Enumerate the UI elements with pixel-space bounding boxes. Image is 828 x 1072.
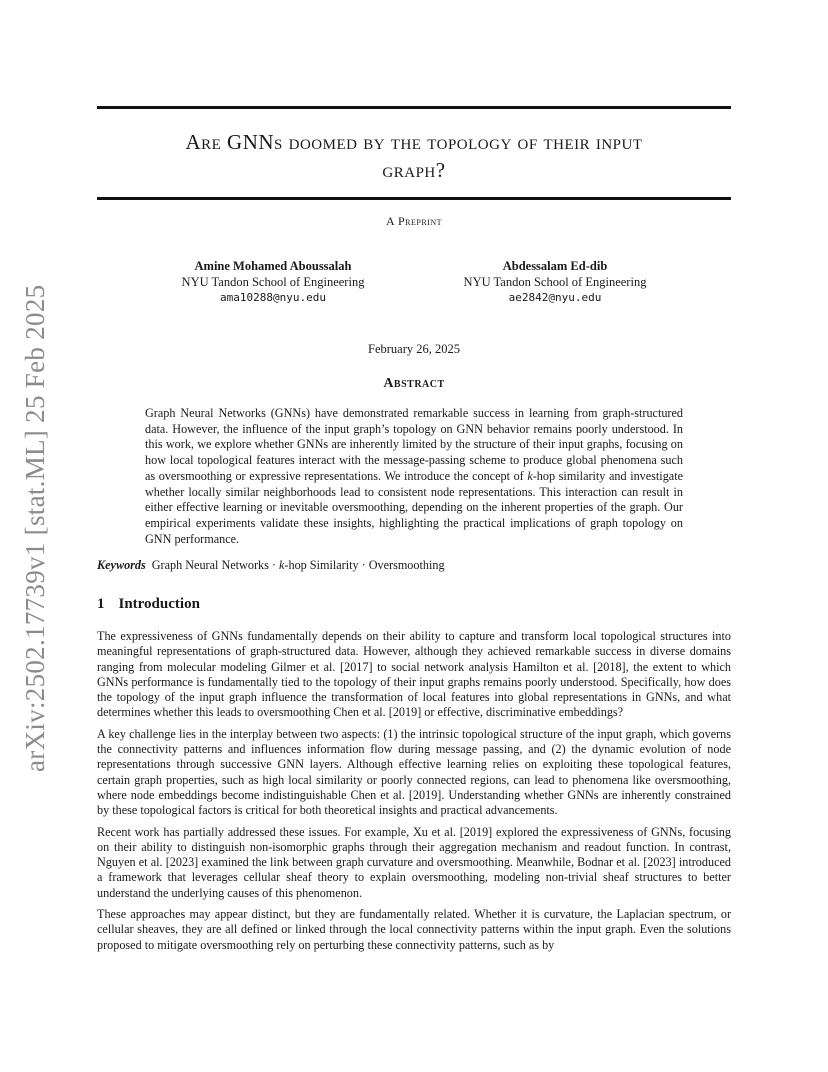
paragraph-4: These approaches may appear distinct, but they are fundamentally related. Whether it is curvature, the Laplacian spectrum, or cellular sheaves, they are all defined or linked through the local connectivity patterns within the input graph. Even the solutions proposed to mitigate oversmoothing rely on perturbing these connectivity patterns, such as by (97, 907, 731, 952)
paragraph-2: A key challenge lies in the interplay between two aspects: (1) the intrinsic topological structure of the input graph, which governs the connectivity patterns and influences information flow during message passing, and (2) the dynamic evolution of node representations through successive GNN layers. Although effective learning relies on exploiting these topological features, certain graph properties, such as high local similarity or poorly connected regions, can lead to phenomena like oversmoothing, where node embeddings become indistinguishable Chen et al. [2019]. Understanding whether GNNs are inherently constrained by these topological factors is critical for both theoretical insights and practical advancements. (97, 726, 731, 818)
abstract-text-part-1: Graph Neural Networks (GNNs) have demonstrated remarkable success in learning from graph-structured data. However, the influence of the input graph’s topology on GNN behavior remains poorly understood. In this work, we explore whether GNNs are inherently limited by the structure of their input graphs, focusing on how local topological features interact with the message-passing scheme to produce global phenomena such as oversmoothing or expressive representations. We introduce the concept of (145, 406, 683, 483)
k-symbol: k (527, 468, 533, 483)
author-email[interactable]: ae2842@nyu.edu (508, 291, 602, 304)
paragraph-1: The expressiveness of GNNs fundamentally depends on their ability to capture and transform local topological structures into meaningful representations of graph-structured data. However, although they achieved remarkable success in diverse domains ranging from molecular modeling Gilmer et al. [2017] to social network analysis Hamilton et al. [2018], the extent to which GNNs performance is fundamentally tied to the topology of their input graphs remains poorly understood. Specifically, how does the topology of the input graph influence the transformation of local features into global representations in GNNs, and what determines whether this leads to oversmoothing Chen et al. [2019] or effective, discriminative embeddings? (97, 629, 731, 720)
author-name: Amine Mohamed Aboussalah (194, 259, 352, 273)
title-top-rule (97, 106, 731, 109)
arxiv-identifier: arXiv:2502.17739v1 [stat.ML] 25 Feb 2025 (20, 284, 50, 772)
section-title: Introduction (118, 596, 200, 612)
author-block-1 (148, 258, 398, 306)
preprint-label: A Preprint (385, 214, 442, 228)
author-affiliation: NYU Tandon School of Engineering (181, 275, 365, 289)
paper-title (97, 128, 731, 184)
title-bottom-rule (97, 197, 731, 200)
title-line-2: graph? (382, 158, 446, 182)
keywords-label: Keywords (97, 558, 146, 572)
k-symbol: k (279, 558, 285, 572)
publication-date: February 26, 2025 (368, 342, 460, 356)
author-block-2 (430, 258, 680, 306)
abstract-text (145, 406, 683, 547)
title-line-1: Are GNNs doomed by the topology of their input (185, 130, 643, 154)
keyword-2: -hop Similarity · Oversmoothing (284, 558, 445, 572)
author-name: Abdessalam Ed-dib (502, 259, 608, 273)
section-heading-introduction (97, 596, 200, 613)
author-email[interactable]: ama10288@nyu.edu (220, 291, 326, 304)
section-number: 1 (97, 596, 105, 612)
abstract-text-part-2: -hop similarity and investigate whether locally similar neighborhoods lead to consistent node representations. This interaction can result in either effective learning or inevitable oversmoothing, depending on the inherent properties of the graph. Our empirical experiments validate these insights, highlighting the practical implications of graph topology on GNN performance. (145, 468, 683, 546)
keyword-1: Graph Neural Networks · (151, 558, 279, 572)
keywords-line (97, 558, 731, 573)
paragraph-3: Recent work has partially addressed these issues. For example, Xu et al. [2019] explored the expressiveness of GNNs, focusing on their ability to distinguish non-isomorphic graphs through their aggregation mechanism and readout function. In contrast, Nguyen et al. [2023] examined the link between graph curvature and oversmoothing. Meanwhile, Bodnar et al. [2023] introduced a framework that leverages cellular sheaf theory to explain oversmoothing, modeling non-trivial sheaf structures to better understand the underlying causes of this phenomenon. (97, 824, 731, 900)
abstract-heading: Abstract (383, 376, 445, 391)
author-affiliation: NYU Tandon School of Engineering (463, 275, 647, 289)
introduction-body (97, 629, 731, 959)
